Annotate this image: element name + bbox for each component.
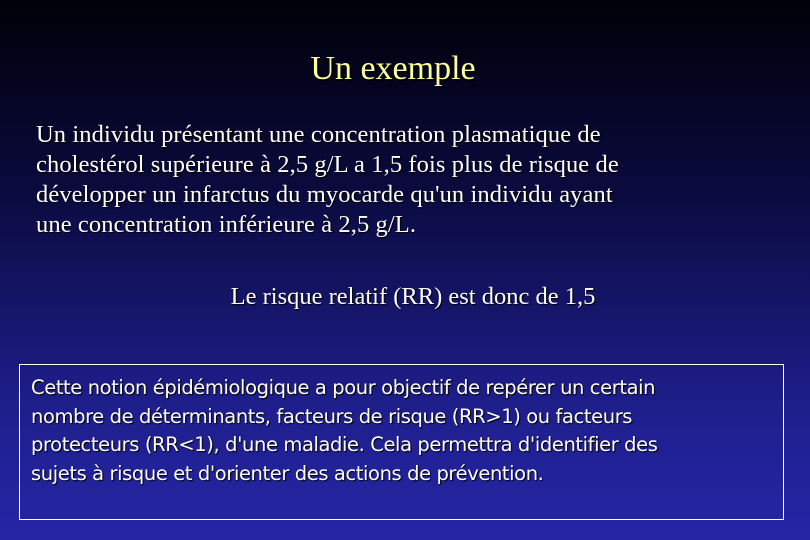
note-box (19, 364, 784, 520)
intro-paragraph (36, 120, 806, 240)
relative-risk-conclusion: Le risque relatif (RR) est donc de 1,5 (230, 283, 596, 310)
intro-line: Un individu présentant une concentration plasmatique de (36, 121, 601, 148)
slide-title: Un exemple (310, 50, 476, 87)
intro-line: une concentration inférieure à 2,5 g/L. (36, 211, 417, 238)
note-line: Cette notion épidémiologique a pour objectif de repérer un certain (31, 376, 656, 399)
intro-line: cholestérol supérieure à 2,5 g/L a 1,5 fois plus de risque de (36, 151, 619, 178)
note-line: sujets à risque et d'orienter des actions de prévention. (31, 461, 544, 485)
note-line: protecteurs (RR<1), d'une maladie. Cela permettra d'identifier des (31, 433, 658, 456)
note-line: nombre de déterminants, facteurs de risque (RR>1) ou facteurs (31, 404, 633, 428)
intro-line: développer un infarctus du myocarde qu'un individu ayant (36, 181, 613, 208)
